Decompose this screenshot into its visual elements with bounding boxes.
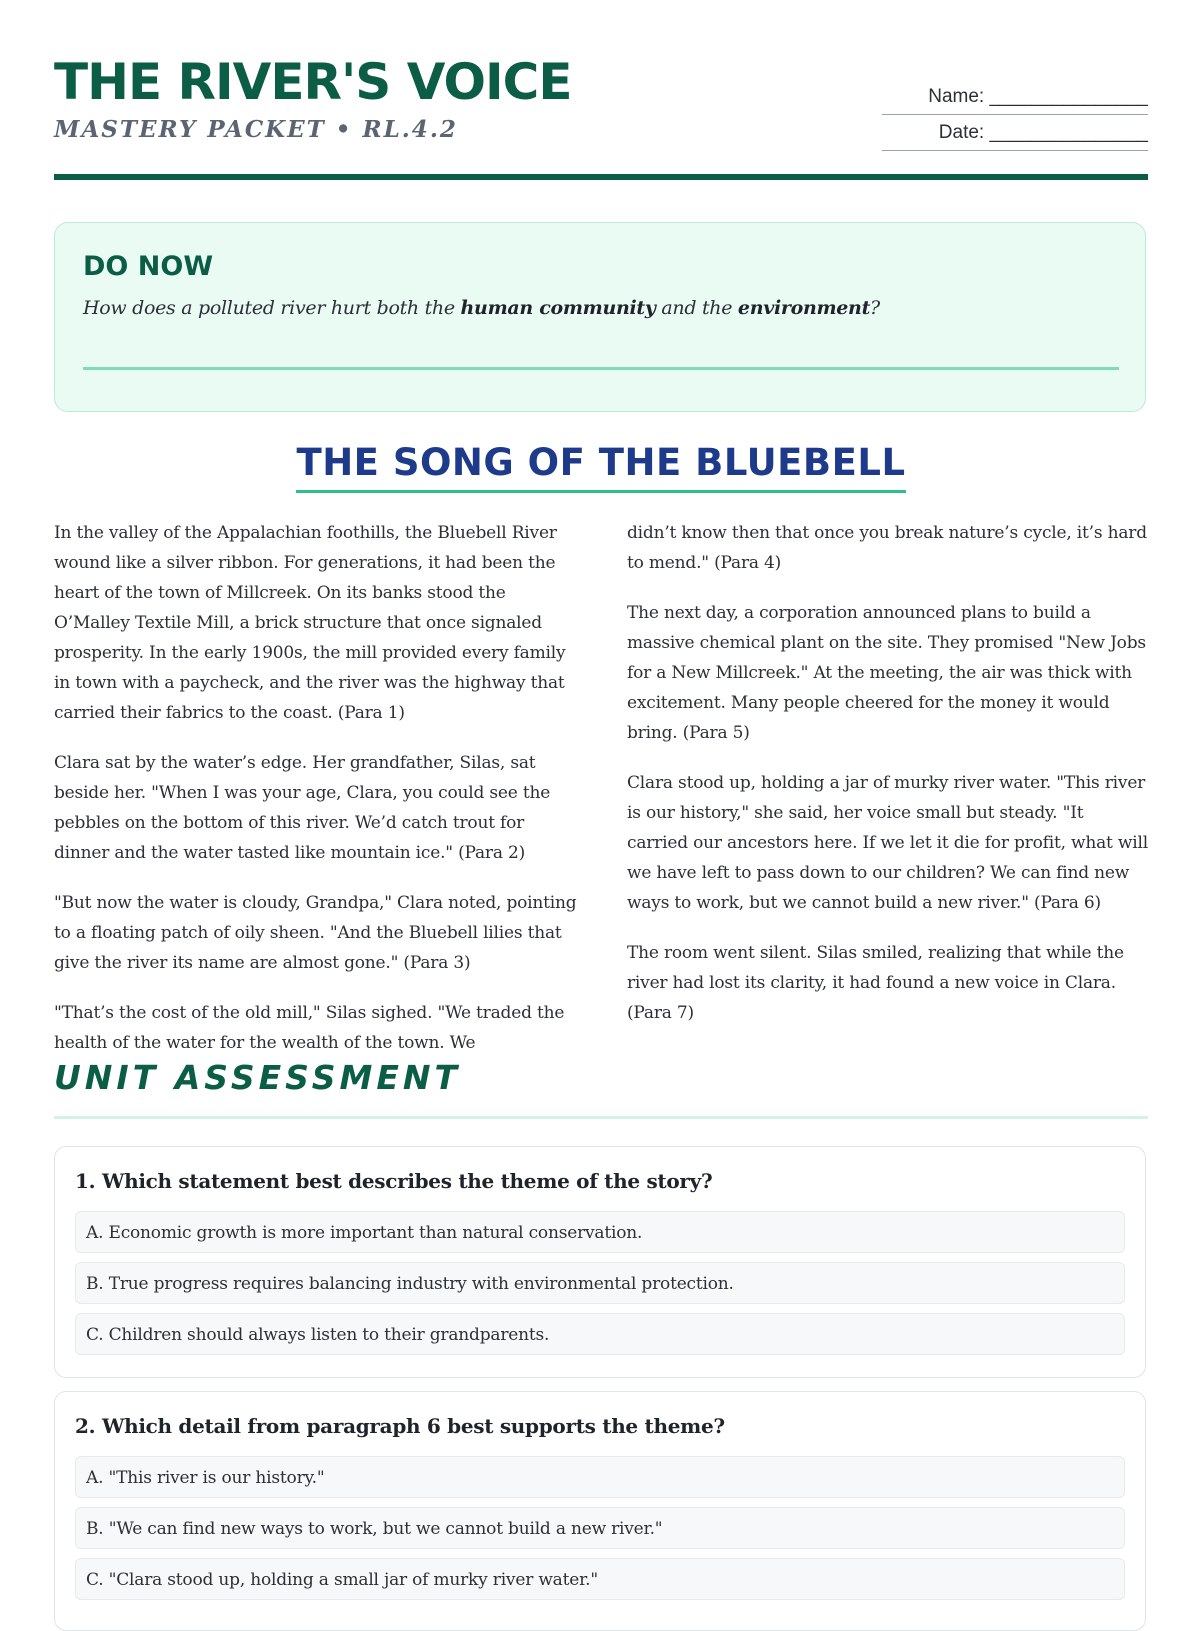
story-paragraph: "That’s the cost of the old mill," Silas sighed. "We traded the health of the water for the wealth of the town. We	[54, 1003, 565, 1053]
answer-option-b[interactable]: B. True progress requires balancing industry with environmental protection.	[75, 1262, 1125, 1304]
story-paragraph: Clara stood up, holding a jar of murky river water. "This river is our history," she said, her voice small but steady. "It carried our ancestors here. If we let it die for profit, what will we have left to pass down to our children? We can find new ways to work, but we cannot build a new river." (Para 6)	[627, 773, 1148, 913]
do-now-question	[83, 297, 880, 319]
answer-option-b[interactable]: B. "We can find new ways to work, but we cannot build a new river."	[75, 1507, 1125, 1549]
page-subtitle: MASTERY PACKET • RL.4.2	[54, 116, 458, 143]
do-now-question-part: and the	[655, 297, 738, 319]
question-text: 2. Which detail from paragraph 6 best supports the theme?	[75, 1414, 725, 1438]
story-paragraph: didn’t know then that once you break nature’s cycle, it’s hard to mend." (Para 4)	[627, 523, 1147, 573]
answer-option-a[interactable]: A. "This river is our history."	[75, 1456, 1125, 1498]
student-info	[882, 82, 1148, 154]
answer-option-c[interactable]: C. Children should always listen to their grandparents.	[75, 1313, 1125, 1355]
assessment-divider	[54, 1116, 1148, 1119]
date-field[interactable]: Date: _______________	[882, 118, 1148, 151]
story-title: THE SONG OF THE BLUEBELL	[296, 440, 905, 493]
header-divider	[54, 174, 1148, 180]
do-now-answer-line[interactable]	[83, 367, 1119, 370]
story-paragraph: Clara sat by the water’s edge. Her grandfather, Silas, sat beside her. "When I was your age, Clara, you could see the pebbles on the bottom of this river. We’d catch trout for dinner and the water tasted like mountain ice." (Para 2)	[54, 753, 551, 863]
story-column-left	[54, 518, 582, 1055]
do-now-emphasis: environment	[737, 297, 871, 319]
name-field[interactable]: Name: _______________	[882, 82, 1148, 115]
story-column-right	[627, 518, 1148, 1048]
do-now-panel	[54, 222, 1146, 412]
story-paragraph: The room went silent. Silas smiled, realizing that while the river had lost its clarity, it had found a new voice in Clara. (Para 7)	[627, 943, 1124, 1023]
answer-option-c[interactable]: C. "Clara stood up, holding a small jar of murky river water."	[75, 1558, 1125, 1600]
story-paragraph: "But now the water is cloudy, Grandpa," Clara noted, pointing to a floating patch of oily sheen. "And the Bluebell lilies that give the river its name are almost gone." (Para 3)	[54, 893, 577, 973]
story-title-wrap	[54, 440, 1148, 493]
page-title: THE RIVER'S VOICE	[54, 53, 572, 111]
do-now-question-part: How does a polluted river hurt both the	[83, 297, 461, 319]
question-card-1	[54, 1146, 1146, 1378]
question-text: 1. Which statement best describes the theme of the story?	[75, 1169, 713, 1193]
do-now-emphasis: human community	[460, 297, 656, 319]
do-now-title: DO NOW	[83, 251, 214, 282]
do-now-question-part: ?	[870, 297, 880, 319]
assessment-title: UNIT ASSESSMENT	[54, 1058, 461, 1097]
header	[54, 52, 1148, 182]
question-card-2	[54, 1391, 1146, 1631]
story-paragraph: In the valley of the Appalachian foothills, the Bluebell River wound like a silver ribbon. For generations, it had been the heart of the town of Millcreek. On its banks stood the O’Malley Textile Mill, a brick structure that once signaled prosperity. In the early 1900s, the mill provided every family in town with a paycheck, and the river was the highway that carried their fabrics to the coast. (Para 1)	[54, 523, 566, 723]
story-paragraph: The next day, a corporation announced plans to build a massive chemical plant on the site. They promised "New Jobs for a New Millcreek." At the meeting, the air was thick with excitement. Many people cheered for the money it would bring. (Para 5)	[627, 603, 1146, 743]
answer-option-a[interactable]: A. Economic growth is more important than natural conservation.	[75, 1211, 1125, 1253]
